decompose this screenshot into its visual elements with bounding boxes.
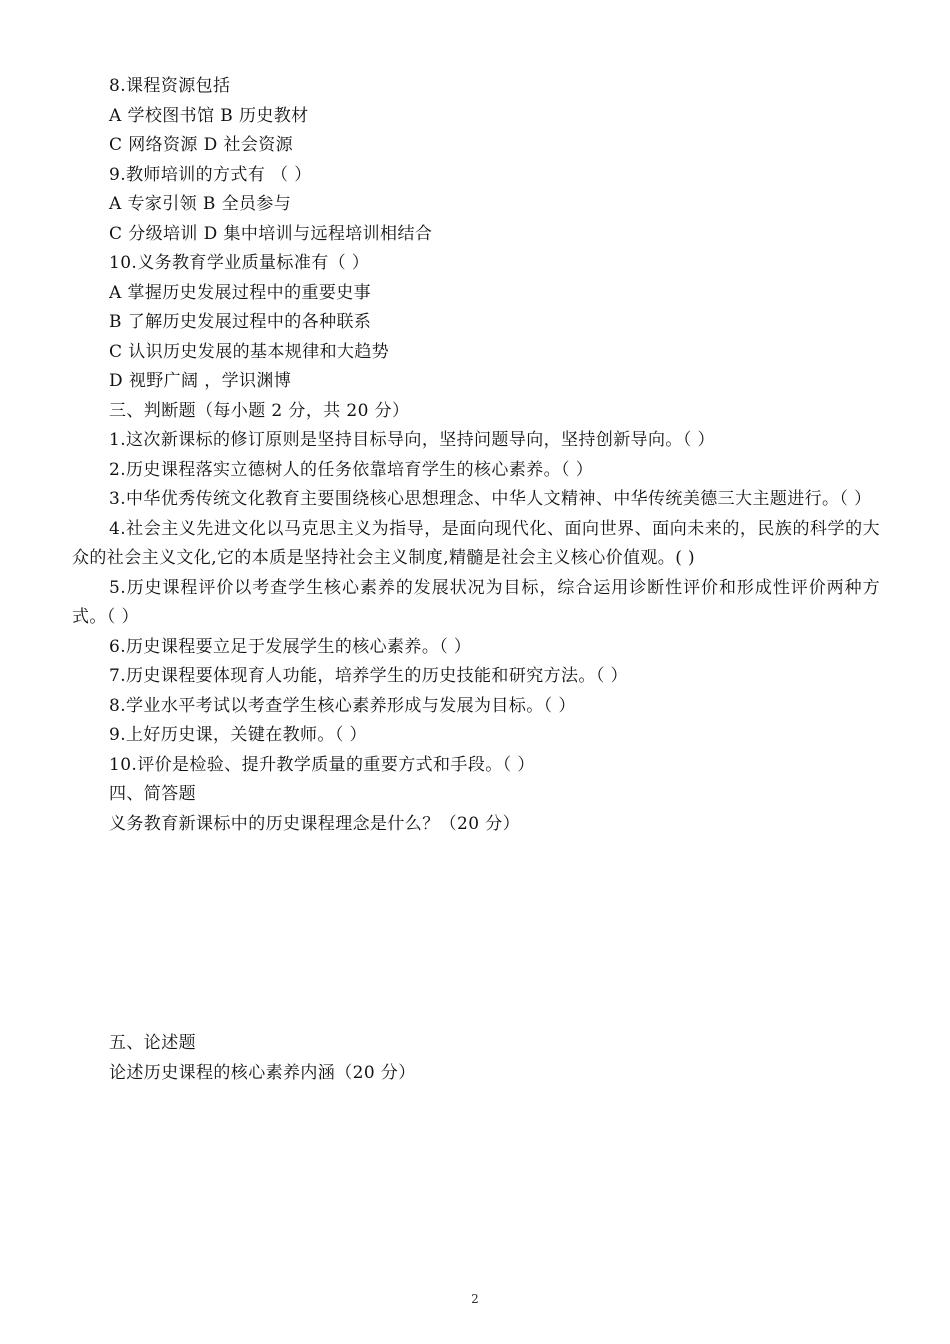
section4-question: 义务教育新课标中的历史课程理念是什么？（20 分）	[109, 813, 521, 834]
tf-item-1: 1.这次新课标的修订原则是坚持目标导向，坚持问题导向，坚持创新导向。（ ）	[109, 430, 715, 450]
section5-heading: 五、论述题	[109, 1033, 196, 1053]
tf-item-5: 5.历史课程评价以考查学生核心素养的发展状况为目标，综合运用诊断性评价和形成性评价两种方式。（ ）	[72, 577, 880, 627]
q8-stem: 8.课程资源包括	[109, 76, 231, 96]
q8-options-ab: A 学校图书馆 B 历史教材	[109, 105, 309, 126]
q9-options-ab: A 专家引领 B 全员参与	[109, 194, 292, 214]
tf-item-10: 10.评价是检验、提升教学质量的重要方式和手段。（ ）	[109, 754, 535, 775]
tf-item-7: 7.历史课程要体现育人功能，培养学生的历史技能和研究方法。（ ）	[109, 666, 628, 686]
tf-item-4: 4.社会主义先进文化以马克思主义为指导，是面向现代化、面向世界、面向未来的，民族的科学的大众的社会主义文化,它的本质是坚持社会主义制度,精髓是社会主义核心价值观。( )	[72, 518, 880, 568]
page-content	[72, 72, 880, 1088]
answer-space	[72, 839, 880, 1029]
tf-item-2: 2.历史课程落实立德树人的任务依靠培育学生的核心素养。（ ）	[109, 459, 594, 480]
page-number: 2	[471, 1292, 479, 1306]
q9-options-cd: C 分级培训 D 集中培训与远程培训相结合	[109, 223, 433, 244]
q10-option-c: C 认识历史发展的基本规律和大趋势	[109, 341, 390, 362]
tf-item-8: 8.学业水平考试以考查学生核心素养形成与发展为目标。（ ）	[109, 695, 576, 716]
q10-option-d: D 视野广阔 ，学识渊博	[109, 371, 292, 391]
section4-heading: 四、简答题	[109, 784, 196, 804]
q10-stem: 10.义务教育学业质量标准有（ ）	[109, 253, 370, 273]
q10-option-b: B 了解历史发展过程中的各种联系	[109, 312, 372, 332]
tf-item-3: 3.中华优秀传统文化教育主要围绕核心思想理念、中华人文精神、中华传统美德三大主题进行。（ ）	[109, 489, 872, 509]
q8-options-cd: C 网络资源 D 社会资源	[109, 135, 294, 155]
q9-stem: 9.教师培训的方式有 （ ）	[109, 164, 312, 185]
tf-item-9: 9.上好历史课，关键在教师。（ ）	[109, 725, 367, 745]
tf-item-6: 6.历史课程要立足于发展学生的核心素养。（ ）	[109, 636, 472, 657]
section5-question: 论述历史课程的核心素养内涵（20 分）	[109, 1062, 416, 1083]
q10-option-a: A 掌握历史发展过程中的重要史事	[109, 282, 372, 303]
section3-heading: 三、判断题（每小题 2 分，共 20 分）	[109, 400, 410, 421]
